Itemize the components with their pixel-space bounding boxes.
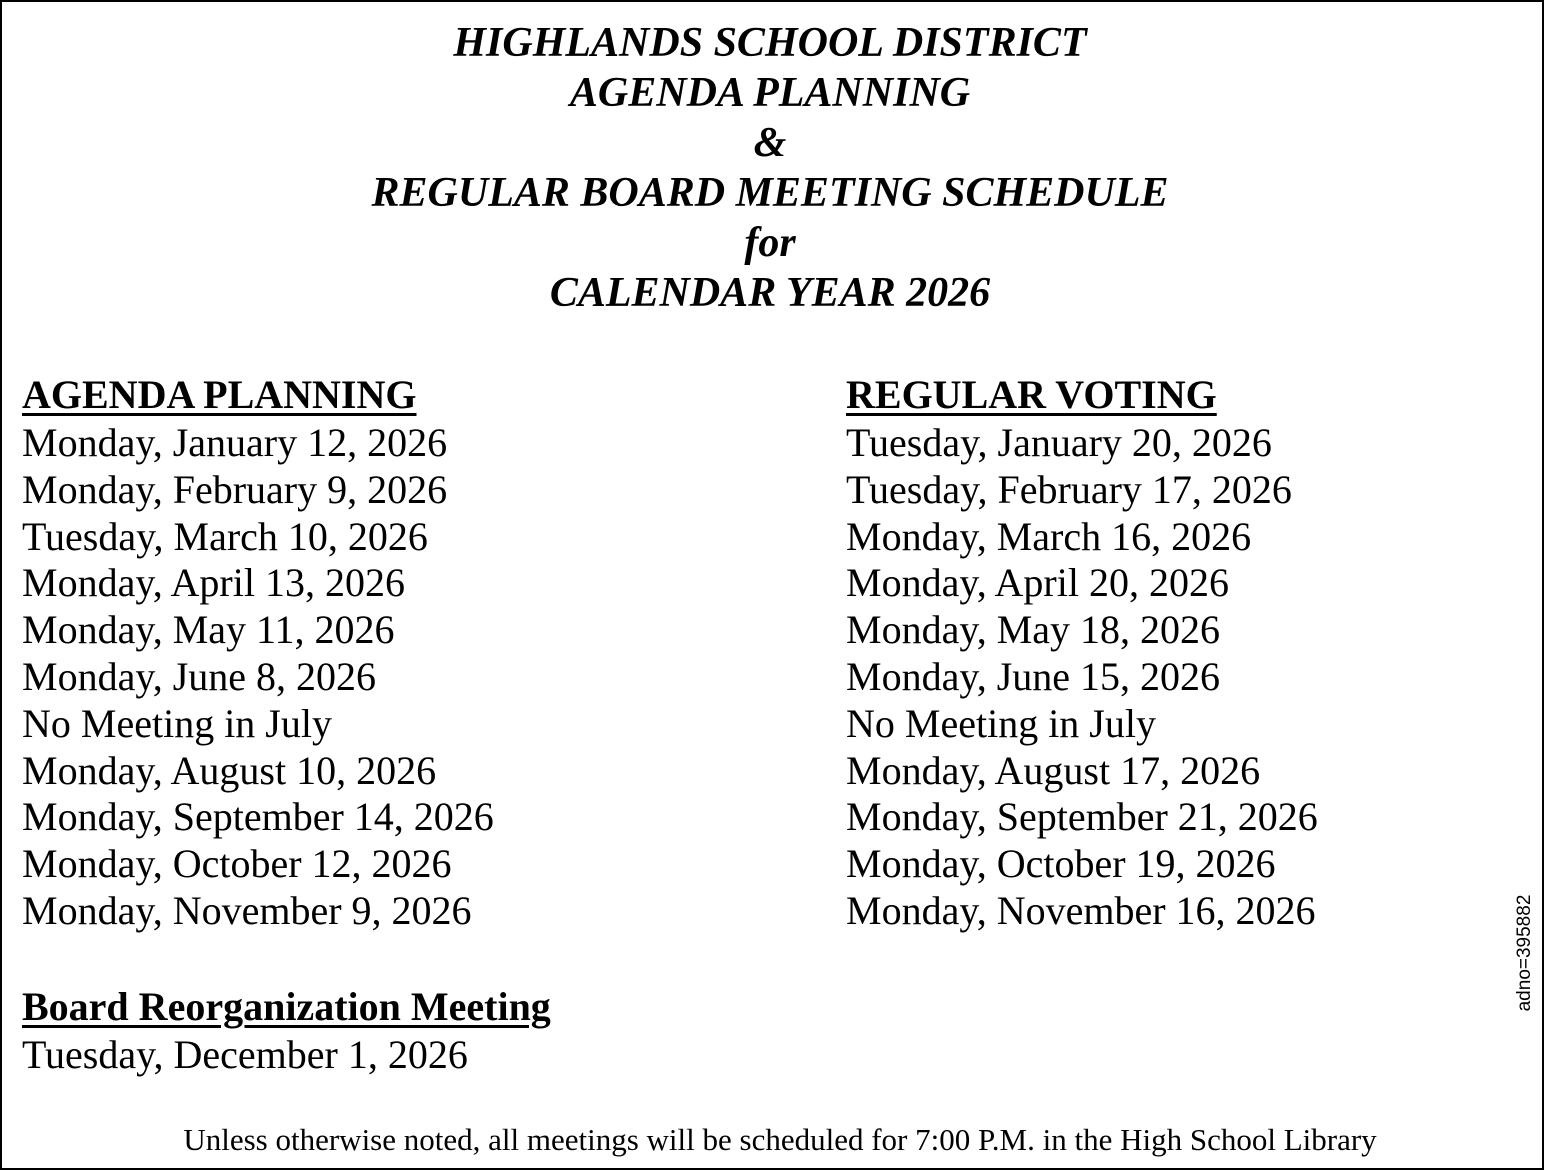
reorganization-heading: Board Reorganization Meeting: [22, 984, 551, 1029]
title-calendar-year: CALENDAR YEAR 2026: [549, 270, 991, 316]
voting-date-october: Monday, October 19, 2026: [846, 841, 1276, 887]
voting-date-april: Monday, April 20, 2026: [846, 560, 1229, 606]
agenda-planning-heading: AGENDA PLANNING: [22, 372, 417, 417]
notice-title: [0, 18, 1540, 318]
ad-number-text: adno=395882: [1514, 894, 1535, 1012]
ad-number: [1508, 880, 1542, 1026]
voting-date-may: Monday, May 18, 2026: [846, 607, 1221, 653]
voting-date-february: Tuesday, February 17, 2026: [846, 466, 1292, 512]
voting-date-august: Monday, August 17, 2026: [846, 747, 1261, 793]
agenda-date-january: Monday, January 12, 2026: [22, 420, 448, 465]
agenda-date-may: Monday, May 11, 2026: [22, 607, 395, 653]
agenda-date-october: Monday, October 12, 2026: [22, 841, 452, 887]
voting-date-march: Monday, March 16, 2026: [846, 513, 1252, 559]
meeting-time-note: Unless otherwise noted, all meetings will be scheduled for 7:00 P.M. in the High School Library: [183, 1122, 1377, 1157]
voting-date-june: Monday, June 15, 2026: [846, 653, 1221, 699]
voting-date-january: Tuesday, January 20, 2026: [846, 420, 1272, 465]
agenda-date-july: No Meeting in July: [22, 700, 332, 746]
regular-voting-heading: REGULAR VOTING: [846, 372, 1217, 417]
agenda-date-april: Monday, April 13, 2026: [22, 560, 405, 606]
agenda-date-june: Monday, June 8, 2026: [22, 653, 377, 699]
title-district: HIGHLANDS SCHOOL DISTRICT: [453, 20, 1087, 66]
reorganization-date: Tuesday, December 1, 2026: [22, 1032, 468, 1077]
voting-date-july: No Meeting in July: [846, 700, 1156, 746]
agenda-date-september: Monday, September 14, 2026: [22, 794, 494, 840]
agenda-planning-column: [22, 370, 494, 935]
title-agenda-planning: AGENDA PLANNING: [569, 70, 971, 116]
agenda-date-november: Monday, November 9, 2026: [22, 887, 472, 933]
title-board-meeting-schedule: REGULAR BOARD MEETING SCHEDULE: [371, 170, 1169, 216]
reorganization-section: [22, 982, 551, 1079]
regular-voting-column: [846, 370, 1318, 935]
title-ampersand: &: [753, 120, 787, 166]
voting-date-november: Monday, November 16, 2026: [846, 887, 1316, 933]
title-for: for: [744, 220, 796, 266]
agenda-date-march: Tuesday, March 10, 2026: [22, 513, 428, 559]
voting-date-september: Monday, September 21, 2026: [846, 794, 1318, 840]
agenda-date-february: Monday, February 9, 2026: [22, 466, 448, 512]
agenda-date-august: Monday, August 10, 2026: [22, 747, 437, 793]
